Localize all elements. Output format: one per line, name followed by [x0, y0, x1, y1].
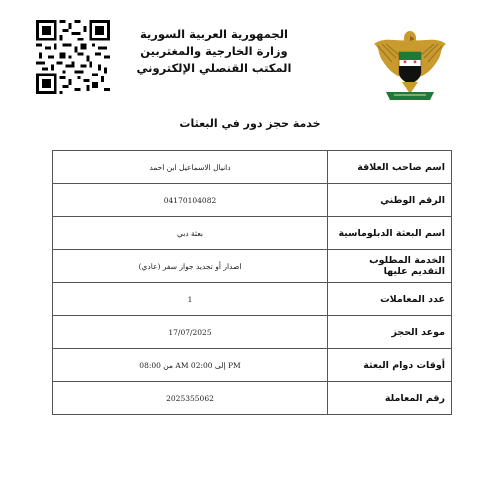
- appointment-date-value: 17/07/2025: [53, 316, 328, 349]
- qr-code: [36, 20, 110, 94]
- transaction-number-label: رقم المعاملة: [328, 382, 452, 415]
- table-row: [53, 382, 452, 415]
- table-row: [53, 217, 452, 250]
- ministry-header: [114, 26, 314, 77]
- requested-service-value: اصدار أو تجديد جواز سفر (عادي): [53, 250, 328, 283]
- national-number-value: 04170104082: [53, 184, 328, 217]
- applicant-name-label: اسم صاحب العلاقة: [328, 151, 452, 184]
- table-row: [53, 316, 452, 349]
- header-line-office: المكتب القنصلي الإلكتروني: [136, 61, 292, 75]
- table-row: [53, 184, 452, 217]
- applicant-name-value: دانيال الاسماعيل ابن احمد: [53, 151, 328, 184]
- table-row: [53, 349, 452, 382]
- table-row: [53, 250, 452, 283]
- national-number-label: الرقم الوطني: [328, 184, 452, 217]
- table-row: [53, 283, 452, 316]
- table-row: [53, 151, 452, 184]
- working-hours-value: من 08:00 AM إلى 02:00 PM: [53, 349, 328, 382]
- appointment-date-label: موعد الحجز: [328, 316, 452, 349]
- mission-name-label: اسم البعثة الدبلوماسية: [328, 217, 452, 250]
- working-hours-label: أوقات دوام البعثة: [328, 349, 452, 382]
- page-title: خدمة حجز دور في البعثات: [179, 117, 321, 130]
- requested-service-label: الخدمة المطلوب التقديم عليها: [328, 250, 452, 283]
- header-line-republic: الجمهورية العربية السورية: [140, 27, 288, 41]
- header-line-ministry: وزارة الخارجية والمغتربين: [140, 44, 288, 58]
- booking-details-table: [52, 150, 452, 415]
- transaction-number-value: 2025355062: [53, 382, 328, 415]
- syria-eagle-emblem: [368, 22, 452, 106]
- transactions-count-value: 1: [53, 283, 328, 316]
- transactions-count-label: عدد المعاملات: [328, 283, 452, 316]
- mission-name-value: بعثة دبي: [53, 217, 328, 250]
